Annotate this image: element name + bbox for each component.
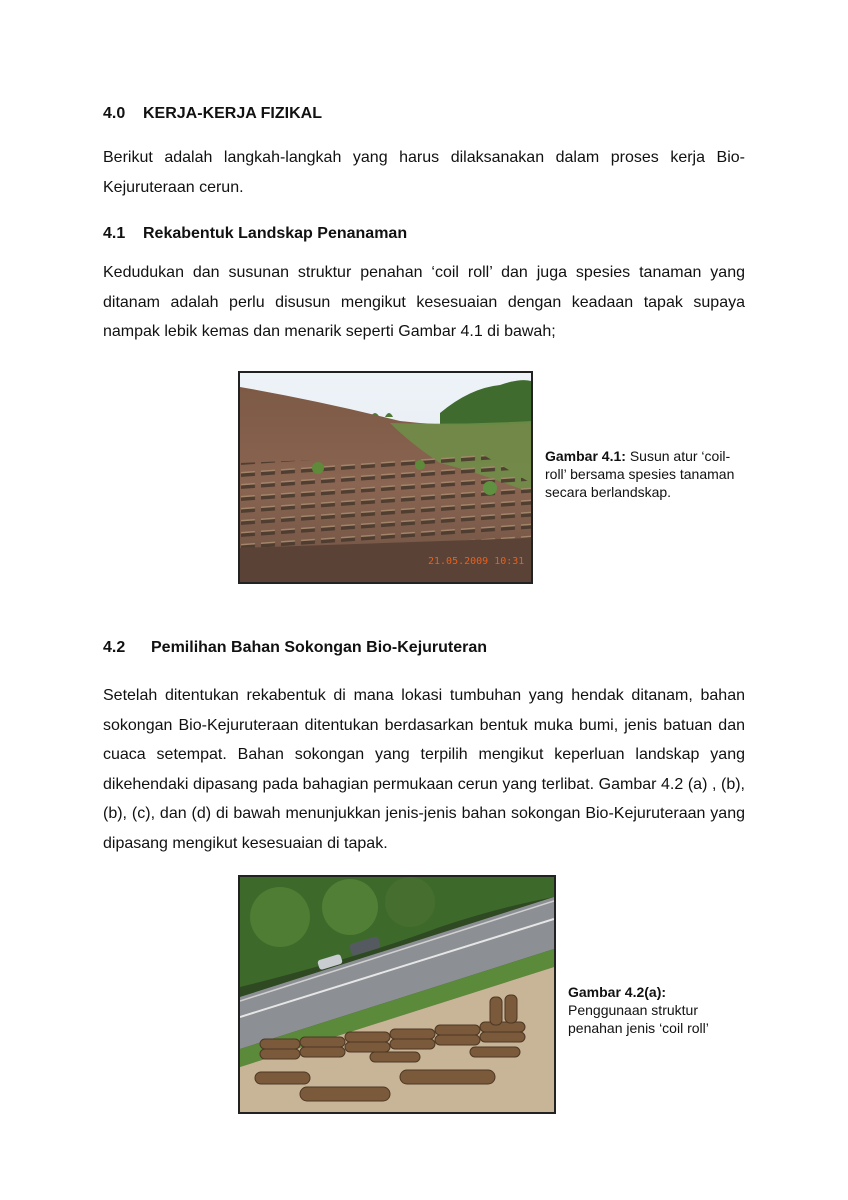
- heading-title: Rekabentuk Landskap Penanaman: [143, 225, 408, 242]
- paragraph-4-0: Berikut adalah langkah-langkah yang harus dilaksanakan dalam proses kerja Bio-Kejuruteraan cerun.: [103, 149, 745, 196]
- heading-title: KERJA-KERJA FIZIKAL: [143, 105, 322, 122]
- heading-4-2: [103, 638, 487, 658]
- paragraph-4-1: Kedudukan dan susunan struktur penahan ‘coil roll’ dan juga spesies tanaman yang ditanam adalah perlu disusun mengikut kesesuaian dengan keadaan tapak supaya nampak lebik kemas dan menarik seperti Gambar 4.1 di bawah;: [103, 264, 745, 340]
- heading-number: 4.0: [103, 105, 126, 122]
- figure-4-2a-caption: [568, 983, 738, 1037]
- caption-label: Gambar 4.1:: [545, 448, 626, 464]
- heading-4-0: [103, 104, 322, 124]
- slope-planting-photo: [240, 373, 531, 582]
- heading-number: 4.2: [103, 639, 126, 656]
- heading-number: 4.1: [103, 225, 126, 242]
- coil-roll-roadside-photo: [240, 877, 554, 1112]
- photo-date-stamp: 21.05.2009 10:31: [428, 556, 525, 567]
- caption-text: Penggunaan struktur penahan jenis ‘coil roll’: [568, 1002, 709, 1036]
- figure-4-1-caption: [545, 447, 735, 501]
- caption-text: Susun atur ‘coil-roll’ bersama spesies tanaman secara berlandskap.: [545, 448, 735, 500]
- heading-4-1: [103, 224, 407, 244]
- caption-label: Gambar 4.2(a):: [568, 984, 667, 1000]
- figure-4-2a-photo: [238, 875, 556, 1114]
- figure-4-1-photo: [238, 371, 533, 584]
- heading-title: Pemilihan Bahan Sokongan Bio-Kejuruteran: [151, 639, 488, 656]
- paragraph-4-2: Setelah ditentukan rekabentuk di mana lokasi tumbuhan yang hendak ditanam, bahan sokongan Bio-Kejuruteraan ditentukan berdasarkan bentuk muka bumi, jenis batuan dan cuaca setempat. Bahan sokongan yang terpilih mengikut keperluan landskap yang dikehendaki dipasang pada bahagian permukaan cerun yang terlibat. Gambar 4.2 (a) , (b), (b), (c), dan (d) di bawah menunjukkan jenis-jenis bahan sokongan Bio-Kejuruteraan yang dipasang mengikut kesesuaian di tapak.: [103, 687, 745, 852]
